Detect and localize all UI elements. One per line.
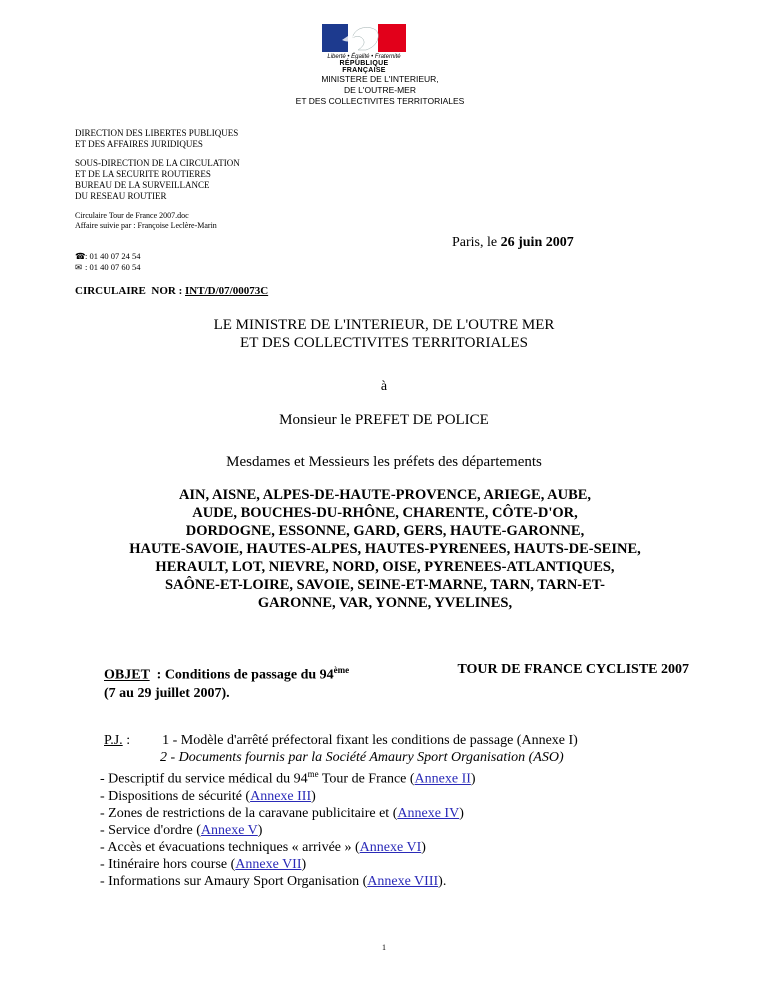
departments-list: AIN, AISNE, ALPES-DE-HAUTE-PROVENCE, ARIEGE, AUBE, AUDE, BOUCHES-DU-RHÔNE, CHARENTE, CÔTE-D'OR, DORDOGNE, ESSONNE, GARD, GERS, HAUTE-GARONNE, HAUTE-SAVOIE, HAUTES-ALPES, HAUTES-PYRENEES, HAUTS-DE-SEINE, HERAULT, LOT, NIEVRE, NORD, OISE, PYRENEES-ATLANTIQUES, SAÔNE-ET-LOIRE, SAVOIE, SEINE-ET-MARNE, TARN, TARN-ET- GARONNE, VAR, YONNE, YVELINES, — [129, 487, 641, 611]
annex-link[interactable]: Annexe III — [250, 788, 312, 804]
annex-item: - Itinéraire hors course (Annexe VII) — [100, 856, 307, 872]
circulaire-nor: CIRCULAIRE NOR : INT/D/07/00073C — [75, 285, 269, 297]
logo-motto: Liberté • Égalité • Fraternité — [327, 54, 401, 60]
subdirection: SOUS-DIRECTION DE LA CIRCULATION ET DE LA SECURITE ROUTIERES BUREAU DE LA SURVEILLANCE DU RESEAU ROUTIER — [75, 158, 240, 201]
annex-link[interactable]: Annexe IV — [397, 805, 460, 821]
marianne-logo — [322, 24, 406, 74]
objet-block: OBJET : Conditions de passage du 94ème TOUR DE FRANCE CYCLISTE 2007 (7 au 29 juillet 2007). — [104, 662, 689, 701]
annex-item: - Informations sur Amaury Sport Organisation (Annexe VIII). — [100, 873, 447, 889]
ministry-name: MINISTERE DE L'INTERIEUR, DE L'OUTRE-MER ET DES COLLECTIVITES TERRITORIALES — [295, 74, 465, 106]
prefect-of-police: Monsieur le PREFET DE POLICE — [279, 412, 489, 428]
french-flag-icon — [322, 24, 406, 52]
fax-icon: ✉ — [75, 262, 83, 272]
annex-link[interactable]: Annexe VIII — [367, 873, 439, 889]
contact-numbers: ☎: 01 40 07 24 54 ✉ : 01 40 07 60 54 — [75, 251, 141, 272]
to-line: à — [380, 379, 388, 394]
logo-republic: RÉPUBLIQUE FRANÇAISE — [339, 60, 389, 74]
phone-icon: ☎ — [75, 251, 86, 261]
annex-link[interactable]: Annexe VI — [359, 839, 422, 855]
annex-link[interactable]: Annexe V — [200, 822, 258, 838]
annex-item: - Accès et évacuations techniques « arrivée » (Annexe VI) — [100, 839, 426, 855]
direction: DIRECTION DES LIBERTES PUBLIQUES ET DES AFFAIRES JURIDIQUES — [75, 128, 239, 149]
annex-link[interactable]: Annexe VII — [235, 856, 302, 872]
annex-item: - Descriptif du service médical du $94^{me}$ Tour de France (Annexe II) — [100, 769, 476, 787]
annex-item: - Dispositions de sécurité (Annexe III) — [100, 788, 316, 804]
annex-item: - Service d'ordre (Annexe V) — [100, 822, 263, 838]
file-info: Circulaire Tour de France 2007.doc Affaire suivie par : Françoise Leclère-Marin — [75, 211, 217, 230]
attachments: P.J. : 1 - Modèle d'arrêté préfectoral fixant les conditions de passage (Annexe I) 2 - Documents fournis par la Société Amaury Sport Organisation (ASO) - Descriptif du service médical du $94^{me}$ Tour de France (Annexe II) - Dispositions de sécurité (Annexe III) - Zones de restrictions de la caravane publicitaire et (Annexe IV) - Service d'ordre (Annexe V) - Accès et évacuations techniques « arrivée » (Annexe VI) - Itinéraire hors course (Annexe VII) - Informations sur Amaury Sport Organisation (Annexe VIII). — [100, 733, 578, 889]
page-number: 1 — [382, 943, 386, 952]
prefects-line: Mesdames et Messieurs les préfets des départements — [226, 454, 542, 470]
date-line: Paris, le 26 juin 2007 — [452, 235, 574, 250]
annex-link[interactable]: Annexe II — [414, 771, 471, 787]
annex-item: - Zones de restrictions de la caravane publicitaire et (Annexe IV) — [100, 805, 464, 821]
minister-title: LE MINISTRE DE L'INTERIEUR, DE L'OUTRE MER ET DES COLLECTIVITES TERRITORIALES — [213, 317, 555, 351]
